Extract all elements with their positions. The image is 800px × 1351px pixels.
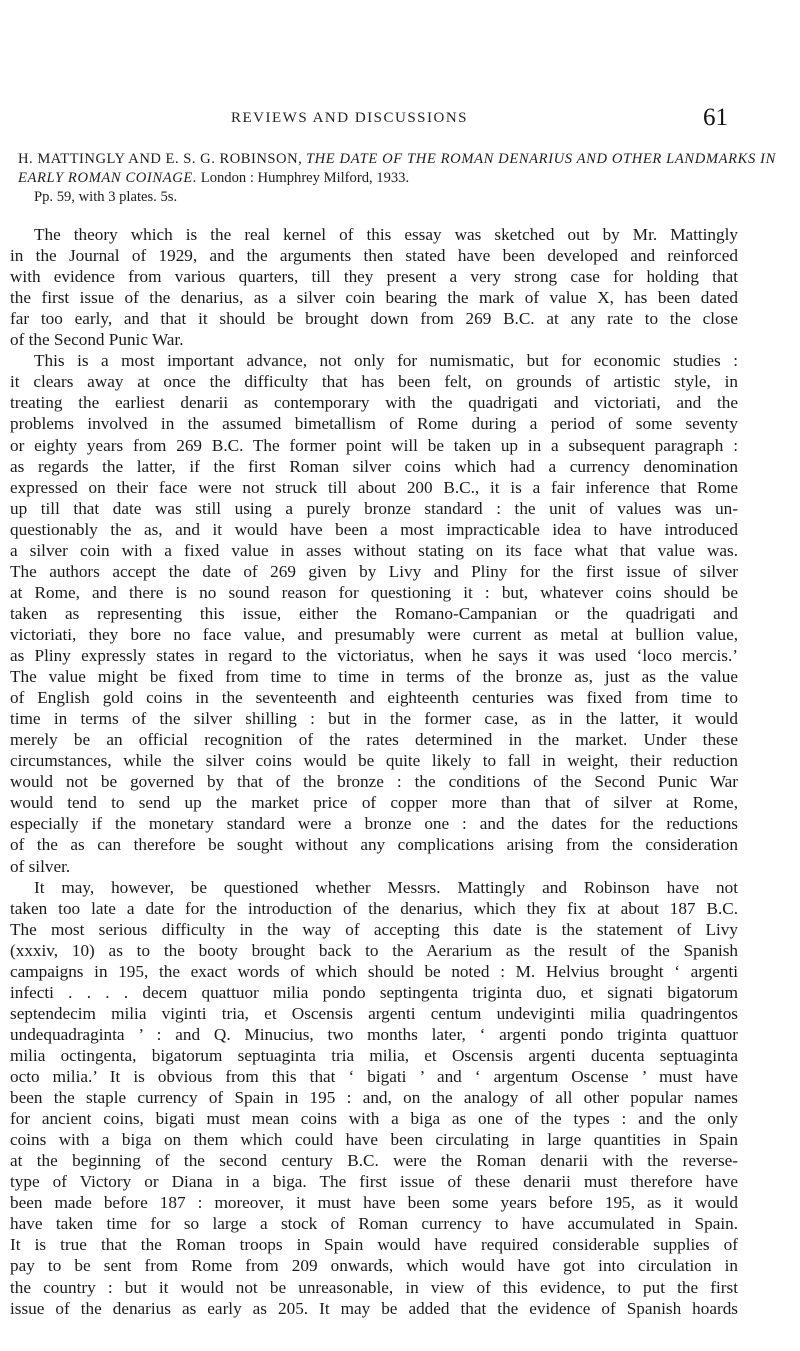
text-line: of the Second Punic War. — [10, 330, 184, 350]
text-line: a silver coin with a fixed value in asses without stating on its face what that value was. — [10, 540, 738, 560]
text-line: at Rome, and there is no sound reason for questioning it : but, whatever coins should be — [10, 582, 738, 602]
text-line: milia octingenta, bigatorum septuaginta tria milia, et Oscensis argenti ducenta septuaginta — [10, 1045, 738, 1065]
text-line: been made before 187 : moreover, it must have been some years before 195, as it would — [10, 1193, 738, 1213]
review-book-title: THE DATE OF THE ROMAN DENARIUS AND OTHER LANDMARKS IN EARLY ROMAN COINAGE. — [18, 151, 776, 186]
text-line: problems involved in the assumed bimetallism of Rome during a period of some seventy — [10, 414, 738, 434]
text-line: up till that date was still using a purely bronze standard : the unit of values was un- — [10, 498, 738, 518]
review-authors: H. MATTINGLY AND E. S. G. ROBINSON, — [18, 151, 303, 167]
text-line: far too early, and that it should be brought down from 269 B.C. at any rate to the close — [10, 309, 738, 329]
review-heading — [18, 150, 778, 207]
text-line: of the as can therefore be sought without any complications arising from the consideration — [10, 835, 738, 855]
text-line: at the beginning of the second century B.C. were the Roman denarii with the reverse- — [10, 1151, 738, 1171]
text-line: have taken time for so large a stock of Roman currency to have accumulated in Spain. — [10, 1214, 738, 1234]
text-line: issue of the denarius as early as 205. It may be added that the evidence of Spanish hoards — [10, 1298, 738, 1318]
text-line: for ancient coins, bigati must mean coins with a biga as one of the types : and the only — [10, 1109, 738, 1129]
text-line: coins with a biga on them which could have been circulating in large quantities in Spain — [10, 1130, 738, 1150]
page-number: 61 — [703, 104, 728, 131]
text-line: questionably the as, and it would have been a most impracticable idea to have introduced — [10, 519, 738, 539]
text-line: the country : but it would not be unreasonable, in view of this evidence, to put the first — [10, 1277, 738, 1297]
text-line: type of Victory or Diana in a biga. The first issue of these denarii must therefore have — [10, 1172, 738, 1192]
text-line: undequadraginta ’ : and Q. Minucius, two months later, ‘ argenti pondo triginta quattuor — [10, 1024, 738, 1044]
review-publisher: London : Humphrey Milford, 1933. — [200, 170, 410, 186]
text-line: would not be governed by that of the bronze : the conditions of the Second Punic War — [10, 772, 738, 792]
text-line: octo milia.’ It is obvious from this that ‘ bigati ’ and ‘ argentum Oscense ’ must have — [10, 1067, 738, 1086]
text-line: The authors accept the date of 269 given by Livy and Pliny for the first issue of silver — [10, 561, 738, 581]
text-line: victoriati, they bore no face value, and presumably were current as metal at bullion value, — [10, 624, 738, 644]
text-line: circumstances, while the silver coins would be quite likely to fall in weight, their reduction — [10, 751, 738, 771]
text-line: the first issue of the denarius, as a silver coin bearing the mark of value X, has been dated — [10, 288, 738, 308]
text-line: merely be an official recognition of the rates determined in the market. Under these — [10, 730, 738, 750]
text-line: It may, however, be questioned whether Messrs. Mattingly and Robinson have not — [34, 877, 738, 897]
text-line: as Pliny expressly states in regard to the victoriatus, when he says it was used ‘loco mercis.’ — [10, 646, 738, 665]
text-line: would tend to send up the market price of copper more than that of silver at Rome, — [10, 793, 738, 813]
text-line: The theory which is the real kernel of this essay was sketched out by Mr. Mattingly — [34, 225, 738, 244]
text-line: taken as representing this issue, either the Romano-Campanian or the quadrigati and — [10, 603, 738, 623]
text-line: or eighty years from 269 B.C. The former point will be taken up in a subsequent paragraph : — [10, 435, 738, 455]
text-line: of silver. — [10, 856, 71, 876]
text-line: it clears away at once the difficulty that has been felt, on grounds of artistic style, in — [10, 372, 738, 392]
text-line: been the staple currency of Spain in 195 : and, on the analogy of all other popular names — [10, 1088, 738, 1108]
text-line: especially if the monetary standard were a bronze one : and the dates for the reductions — [10, 814, 738, 834]
text-line: of English gold coins in the seventeenth and eighteenth centuries was fixed from time to — [10, 688, 738, 708]
review-pages: Pp. 59, with 3 plates. 5s. — [34, 189, 178, 205]
running-head — [0, 104, 800, 134]
text-line: The most serious difficulty in the way of accepting this date is the statement of Livy — [10, 919, 738, 939]
text-line: time in terms of the silver shilling : but in the former case, as in the latter, it would — [10, 709, 738, 729]
running-title: REVIEWS AND DISCUSSIONS — [231, 110, 469, 126]
text-line: (xxxiv, 10) as to the booty brought back to the Aerarium as the result of the Spanish — [10, 940, 738, 960]
text-line: This is a most important advance, not only for numismatic, but for economic studies : — [34, 351, 738, 371]
text-line: It is true that the Roman troops in Spain would have required considerable supplies of — [10, 1235, 738, 1255]
text-line: as regards the latter, if the first Roman silver coins which had a currency denomination — [10, 456, 738, 476]
text-line: pay to be sent from Rome from 209 onwards, which would have got into circulation in — [10, 1256, 738, 1276]
text-line: expressed on their face were not struck till about 200 B.C., it is a fair inference that Rome — [10, 477, 738, 497]
text-line: treating the earliest denarii as contemporary with the quadrigati and victoriati, and the — [10, 393, 738, 413]
text-line: with evidence from various quarters, till they present a very strong case for holding that — [10, 267, 738, 287]
text-line: infecti . . . . decem quattuor milia pondo septingenta triginta duo, et signati bigatorum — [10, 982, 738, 1002]
text-line: septendecim milia viginti tria, et Oscensis argenti centum undeviginti milia quadringentos — [10, 1003, 738, 1023]
text-line: in the Journal of 1929, and the arguments then stated have been developed and reinforced — [10, 246, 738, 266]
text-line: taken too late a date for the introduction of the denarius, which they fix at about 187 B.C. — [10, 898, 738, 918]
text-line: The value might be fixed from time to time in terms of the bronze as, just as the value — [10, 667, 738, 687]
text-line: campaigns in 195, the exact words of which should be noted : M. Helvius brought ‘ argenti — [10, 961, 738, 981]
